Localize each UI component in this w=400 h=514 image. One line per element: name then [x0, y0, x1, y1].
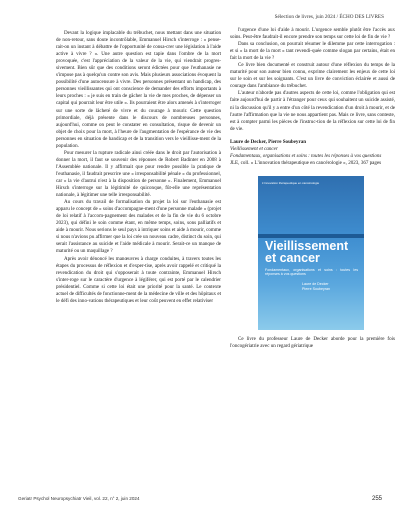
cover-author: Laure de Decker — [302, 281, 329, 286]
cover-title: Vieillissement et cancer — [265, 238, 349, 265]
paragraph: Pour mesurer la rupture radicale ainsi créée dans le droit par l'autorisation à donner la mort, il faut se souvenir des réponses de Robert Badinter en 2008 à l'Assemblée nationale. Il y affirmait que pour rendre possible la pratique de l'euthanasie, il faudrait prescrire une « irresponsabilité pénale » du professionnel, car « la vie d'autrui n'est à la disposition de personne ». Finalement, Emmanuel Hirsch s'interroge sur la légitimité de quiconque, fût-elle une représentation nationale, à légitimer une telle irresponsabilité. — [56, 149, 221, 199]
book-publisher: JLE, coll. « L'innovation thérapeutique en cancérologie », 2023, 367 pages — [230, 159, 382, 166]
paragraph: Devant la logique implacable du trébuchet, nous mettant dans une situation de non-retour, sans doute incontrôlable, Emmanuel Hirsch s'interroge : « pense-rait-on un instant à débattre de l'opportunité de consa-crer une législation à l'aide active à vivre ? ». Une autre question est tapie dans l'ombre de la mort provoquée, c'est l'appréciation de la valeur de la vie, qui viendrait progres-sivement. Bien sûr que des conditions seront édictées pour que l'euthanasie ne s'impose pas à quelqu'un contre son avis. Mais plusieurs associations évoquent la possibilité d'une autocensure à vivre. Des personnes présentant un handicap, des personnes vieillissantes qui ont conscience de demander des efforts importants à leurs proches : « je suis en train de gâcher la vie de mes proches, de dépenser un capital qui pourrait leur être utile ». Ils pourraient être alors amenés à s'interroger sur une sorte de lâcheté de vivre et du courage à mourir. Cette question primordiale, déjà présente dans le discours de nombreuses personnes, aujourd'hui, comme on peut le constater en consultation, risque de devenir un objet de choix pour la mort, à l'heure de l'augmentation de l'espérance de vie des personnes en situation de handicap et de la transition vers le vieillisse-ment de la population. — [56, 30, 221, 149]
journal-citation: Geriatr Psychol Neuropsychiatr Vieil, vol. 22, n° 2, juin 2024 — [18, 496, 140, 501]
cover-band — [258, 234, 364, 238]
cover-subtitle: Fondamentaux, organisations et soins : toutes les réponses à vos questions — [265, 267, 358, 277]
left-column — [56, 30, 221, 305]
paragraph: Ce livre du professeur Laure de Decker aborde pour la première fois l'oncogériatrie avec un regard gériatrique — [230, 335, 395, 349]
paragraph: l'urgence d'une loi d'aide à mourir. L'urgence semble plutôt être l'accès aux soins. Peut-être faudrait-il encore prendre son temps sur cette loi de fin de vie ? — [230, 27, 395, 41]
page-number: 255 — [371, 496, 382, 502]
paragraph: L'auteur n'aborde pas d'autres aspects de cette loi, comme l'obligation qui est faite aujourd'hui de partir à l'étranger pour ceux qui souhaitent un suicide assisté, ni la discussion qu'il y a entre d'un côté la revendication d'un droit à mourir, et de l'autre l'affirmation que la vie ne nous appartient pas. Mais ce livre, sans conteste, est à compter parmi les pièces de l'instruc-tion de la réflexion sur cette loi de fin de vie. — [230, 90, 395, 132]
paragraph: Après avoir dénoncé les manœuvres à charge conduites, à travers toutes les étapes du processus de réflexion et d'exper-tise, après avoir rappelé et critiqué la revendication du droit qui s'opposerait à toute contrainte, Emmanuel Hirsch s'inter-roge sur le caractère d'urgence à légiférer, qui est porté par le calendrier présidentiel. Comme si cette loi était une priorité pour la santé. Le contexte actuel de difficultés de fonctionne-ment de la médecine de ville et des hôpitaux et le défi des inno-vations thérapeutiques et leur coût peuvent en effet relativiser — [56, 255, 221, 304]
book-authors: Laure de Decker, Pierre Soubeyran — [230, 138, 307, 145]
cover-authors — [302, 282, 360, 292]
book-title: Vieillissement et cancer — [230, 145, 278, 152]
book-cover-image — [258, 176, 364, 330]
right-column — [230, 27, 395, 350]
paragraph: Dans sa conclusion, on pourrait résumer le dilemme par cette interrogation : et si « la mort de la mort » tant revendi-quée comme slogan par certains, était en fait la mort de la vie ? — [230, 41, 395, 62]
cover-series: L'innovation thérapeutique en cancérologie — [262, 180, 320, 185]
book-subtitle: Fondamentaux, organisations et soins : toutes les réponses à vos questions — [230, 152, 382, 159]
running-header: Sélection de livres, juin 2024 / ÉCHO DES LIVRES — [274, 14, 384, 20]
cover-author: Pierre Soubeyran — [302, 286, 330, 291]
paragraph: Ce livre bien documenté et construit autour d'une réflexion du temps de la maturité pour son auteur bien connu, exprime clairement les enjeux de cette loi sur le soin et sur les soignants. C'est un livre de conviction éclairée et aussi de courage dans l'ambiance du trébuchet. — [230, 62, 395, 90]
paragraph: Au cours du travail de formalisation du projet la loi sur l'euthanasie est apparu le concept de « soins d'accompagne-ment d'une personne malade » (projet de loi relatif à l'accom-pagnement des malades et de la fin de vie du 6 octobre 2023), qui défini le soin comme étant, en même temps, soins, sons palliatifs et aide à mourir. Nous serions le seul pays à intriquer soins et aide à mourir, comme si nous n'avions pu affirmer que la loi crée un nouveau cadre, distinct du soin, qui serait l'assistance au suicide et l'aide médicale à mourir. Serait-ce un manque de maturité ou un maquillage ? — [56, 199, 221, 255]
